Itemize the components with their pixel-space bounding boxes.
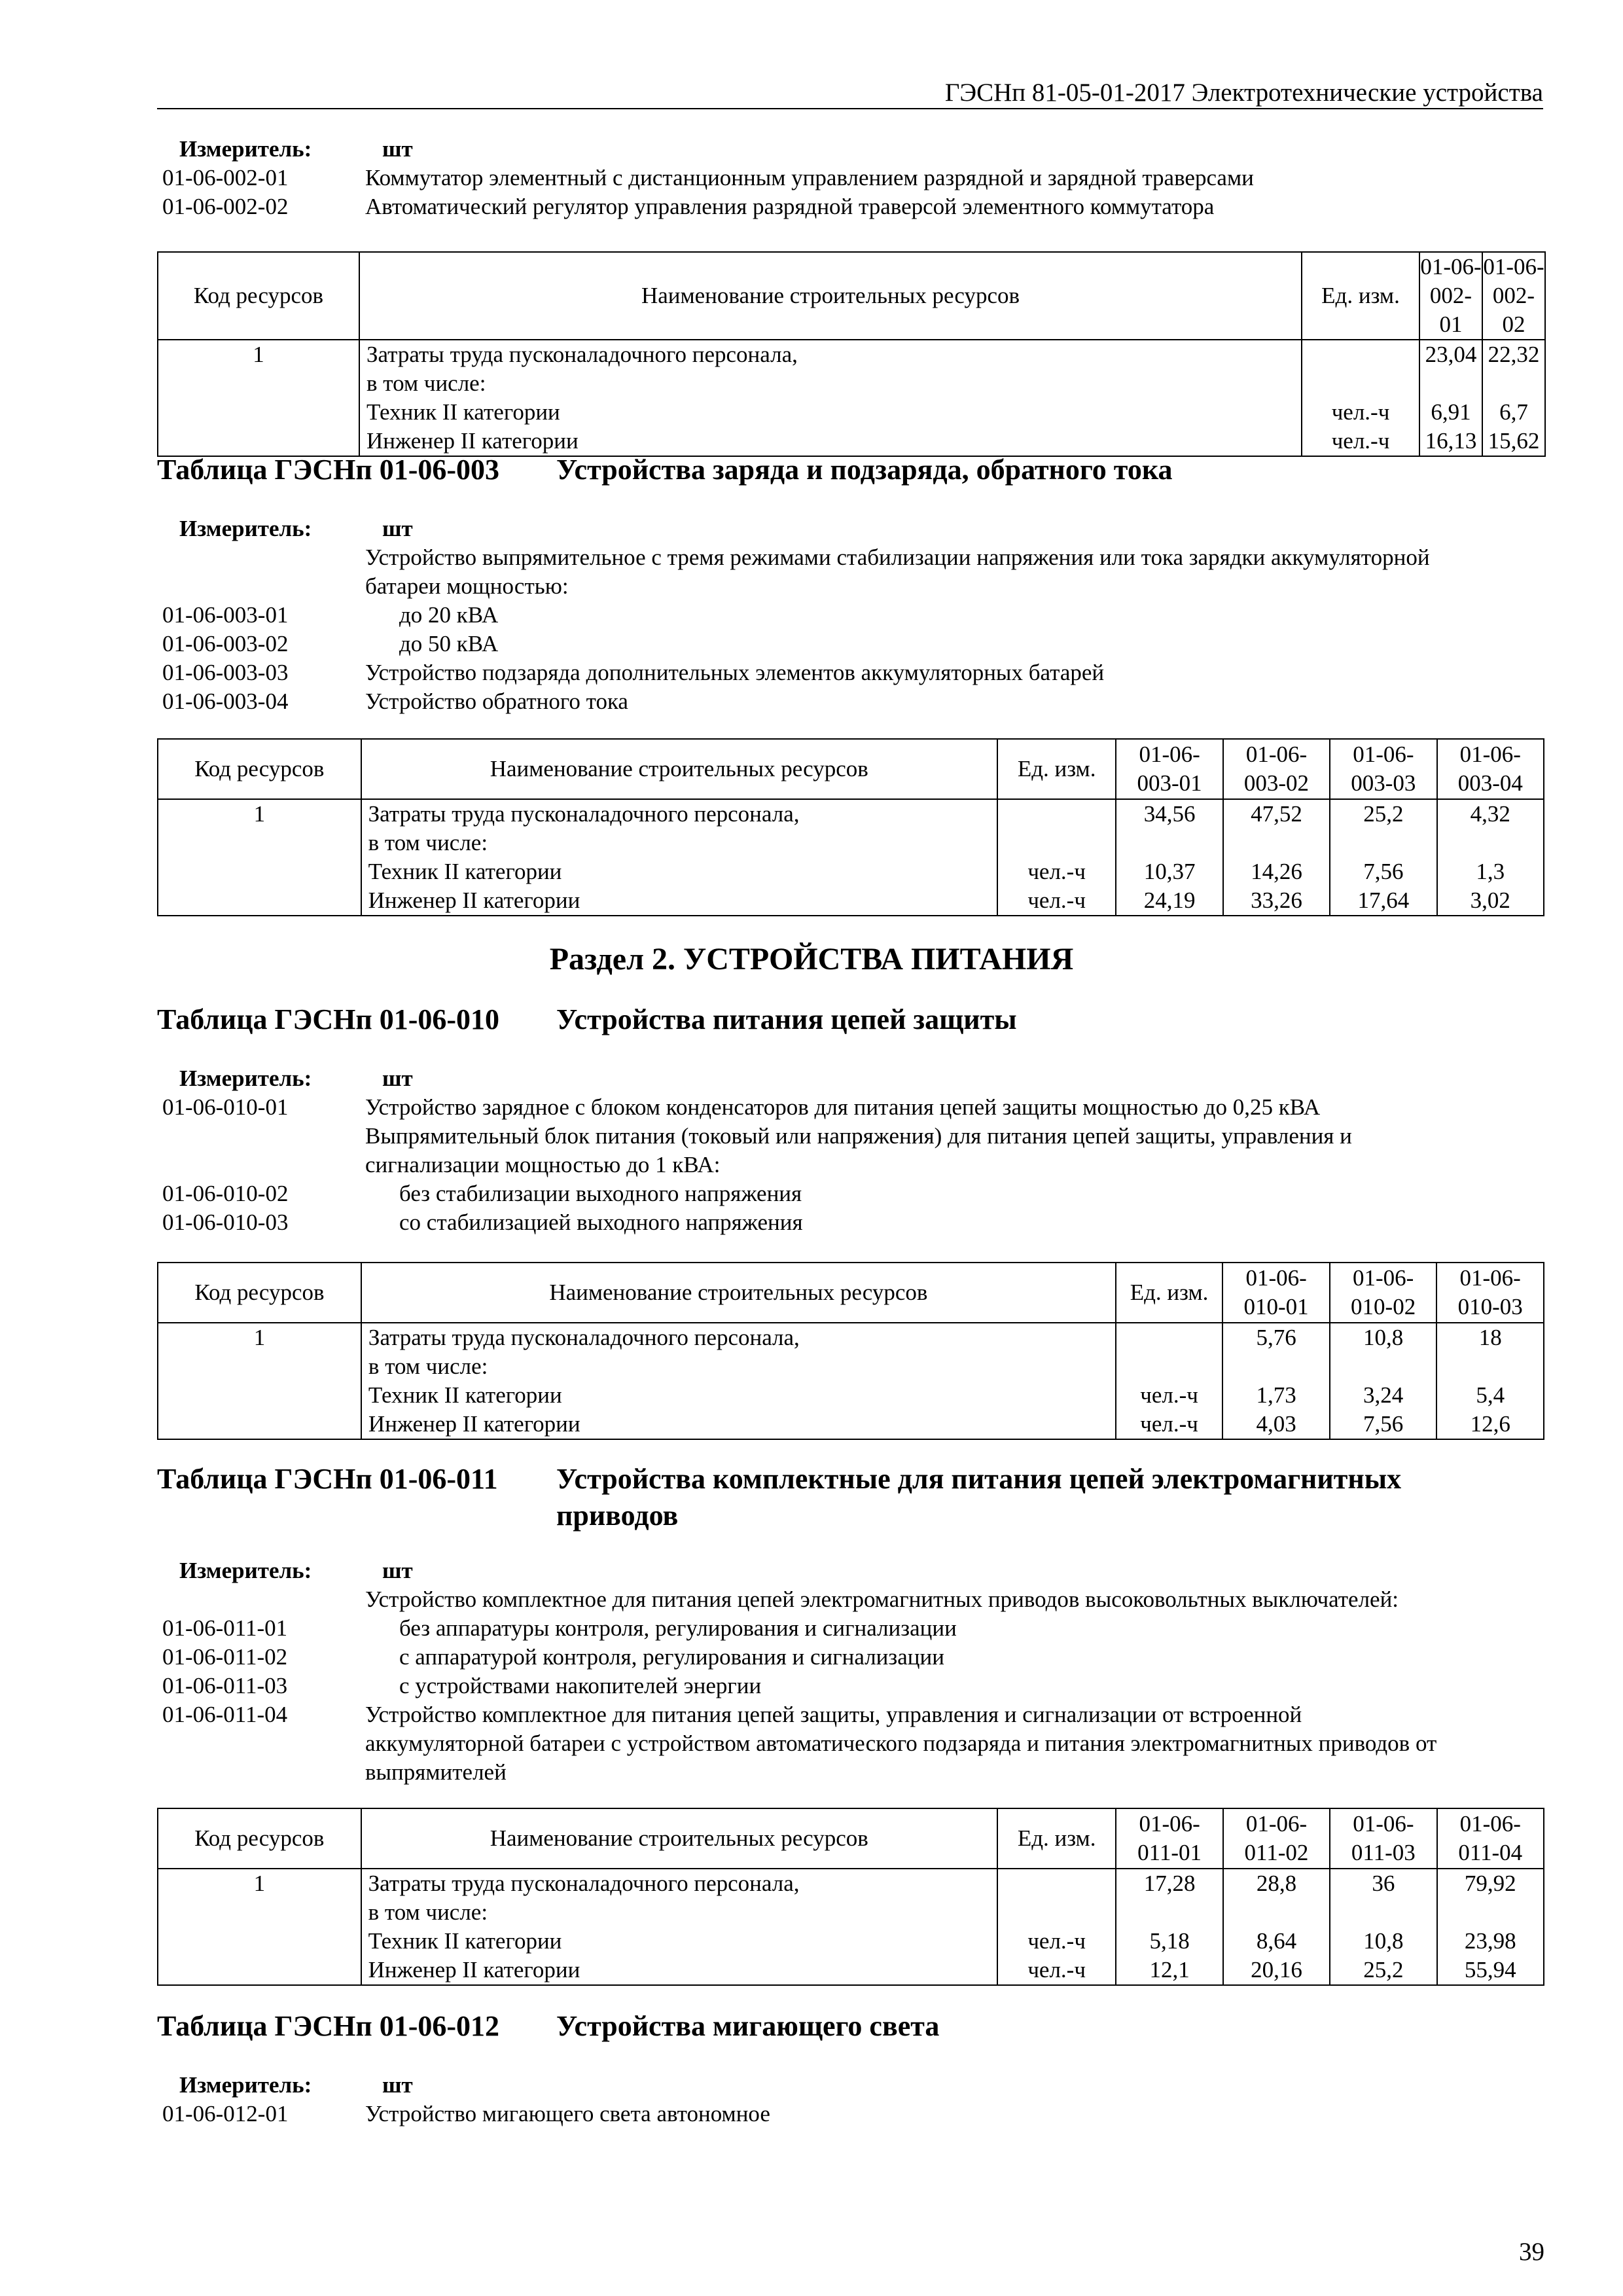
resource-code: 1 xyxy=(253,342,264,367)
table-name: Устройства питания цепей защиты xyxy=(556,1003,1017,1035)
measurer-item xyxy=(162,630,1576,658)
resource-code: 1 xyxy=(253,1871,266,1896)
item-description: аккумуляторной батареи с устройством автоматического подзаряда и питания электромагнитных приводов от xyxy=(365,1731,1437,1756)
item-code: 01-06-003-03 xyxy=(162,660,289,685)
col-header-norm-part: 01-06- xyxy=(1459,1811,1521,1837)
col-header-norm-part: 01-06- xyxy=(1353,742,1414,767)
resource-unit: чел.-ч xyxy=(1140,1382,1198,1408)
table-name: Устройства мигающего света xyxy=(556,2010,940,2042)
col-header-norm-part: 01-06- xyxy=(1353,1811,1414,1837)
col-header-norm-part: 003-01 xyxy=(1137,770,1202,796)
norm-value: 25,2 xyxy=(1363,801,1404,827)
resource-name: Техник II категории xyxy=(368,1928,562,1954)
norm-values-cell xyxy=(1116,1869,1222,1985)
measurer-item xyxy=(162,1585,1576,1614)
item-description: сигнализации мощностью до 1 кВА: xyxy=(365,1152,721,1177)
norm-value: 3,02 xyxy=(1470,888,1510,913)
col-header-norm-part: 010-01 xyxy=(1243,1294,1309,1319)
norm-value: 17,64 xyxy=(1357,888,1410,913)
section-title: Раздел 2. УСТРОЙСТВА ПИТАНИЯ xyxy=(549,942,1074,977)
resource-unit: чел.-ч xyxy=(1027,1957,1086,1982)
item-description: Устройство обратного тока xyxy=(365,689,628,714)
resource-name: Техник II категории xyxy=(368,859,562,884)
resource-name: Техник II категории xyxy=(366,399,560,425)
measurer-item xyxy=(162,1208,1576,1237)
resource-name: Инженер II категории xyxy=(368,888,580,913)
resource-code: 1 xyxy=(253,801,266,827)
norm-value: 33,26 xyxy=(1251,888,1302,913)
norm-value: 5,4 xyxy=(1476,1382,1505,1408)
norm-value: 79,92 xyxy=(1464,1871,1516,1896)
item-description: Устройство комплектное для питания цепей защиты, управления и сигнализации от встроенной xyxy=(365,1702,1302,1727)
col-header-norm-part: 01-06- xyxy=(1245,742,1308,767)
resource-unit: чел.-ч xyxy=(1027,1928,1086,1954)
measurer-block-010 xyxy=(162,1064,1576,1237)
norm-values-cell xyxy=(1419,340,1482,456)
col-header-norm-part: 01-06- xyxy=(1245,1265,1307,1291)
resource-code-cell xyxy=(158,340,359,456)
col-header-norm xyxy=(1222,1263,1330,1323)
header-row xyxy=(158,252,1545,340)
norm-value: 10,8 xyxy=(1363,1928,1404,1954)
item-code xyxy=(162,1122,365,1151)
col-header-norm-part: 003-03 xyxy=(1351,770,1416,796)
norm-value: 15,62 xyxy=(1488,428,1540,454)
resource-names-cell xyxy=(359,340,1302,456)
norm-values-cell xyxy=(1437,1869,1544,1985)
norm-value: 23,04 xyxy=(1425,342,1477,367)
resource-names-cell xyxy=(361,799,997,916)
item-code: 01-06-011-03 xyxy=(162,1673,288,1698)
measurer-block-003 xyxy=(162,514,1576,716)
col-header-norm-part: 01-06- xyxy=(1352,1265,1414,1291)
measurer-unit: шт xyxy=(382,1558,413,1583)
col-header-norm xyxy=(1436,1263,1544,1323)
running-header: ГЭСНп 81-05-01-2017 Электротехнические устройства xyxy=(944,79,1543,107)
col-header-norm xyxy=(1437,1808,1544,1869)
item-description: до 50 кВА xyxy=(399,631,499,656)
measurer-label: Измеритель: xyxy=(179,2072,312,2098)
norm-value: 17,28 xyxy=(1143,1871,1196,1896)
resource-name: Инженер II категории xyxy=(366,428,579,454)
resource-unit xyxy=(1302,369,1419,398)
resource-name: в том числе: xyxy=(368,1899,488,1925)
table-row xyxy=(158,340,1545,456)
measurer-item xyxy=(162,658,1576,687)
norm-value: 22,32 xyxy=(1488,342,1540,367)
resource-name: Затраты труда пусконаладочного персонала, xyxy=(366,342,798,367)
measurer-row xyxy=(162,514,1576,543)
col-header-code: Код ресурсов xyxy=(158,739,361,799)
resource-table-003 xyxy=(157,738,1544,916)
item-description: со стабилизацией выходного напряжения xyxy=(399,1210,803,1235)
table-number: Таблица ГЭСНп 01-06-011 xyxy=(157,1463,498,1495)
item-description: с аппаратурой контроля, регулирования и сигнализации xyxy=(399,1644,944,1670)
norm-value xyxy=(1224,1898,1329,1927)
resource-table-002 xyxy=(157,251,1546,457)
table-number: Таблица ГЭСНп 01-06-010 xyxy=(157,1003,500,1035)
resource-unit xyxy=(998,1869,1116,1898)
measurer-item xyxy=(162,1729,1576,1758)
norm-value xyxy=(1437,1352,1543,1381)
norm-values-cell xyxy=(1482,340,1545,456)
resource-name: Затраты труда пусконаладочного персонала, xyxy=(368,801,800,827)
col-header-unit: Ед. изм. xyxy=(997,739,1116,799)
resource-code-cell xyxy=(158,799,361,916)
resource-name: в том числе: xyxy=(366,370,486,396)
resource-units-cell xyxy=(1302,340,1419,456)
item-code: 01-06-011-04 xyxy=(162,1702,288,1727)
table-name-line-2: приводов xyxy=(556,1499,679,1532)
norm-values-cell xyxy=(1330,1323,1437,1439)
item-description: Автоматический регулятор управления разрядной траверсой элементного коммутатора xyxy=(365,194,1215,219)
col-header-norm-part: 010-03 xyxy=(1457,1294,1523,1319)
col-header-norm-part: 01-06- xyxy=(1139,1811,1200,1837)
measurer-item xyxy=(162,1758,1576,1787)
resource-code-cell xyxy=(158,1323,361,1439)
item-description: Устройство выпрямительное с тремя режимами стабилизации напряжения или тока зарядки аккумуляторной xyxy=(365,545,1430,570)
norm-value: 12,6 xyxy=(1470,1411,1510,1437)
item-description: Выпрямительный блок питания (токовый или напряжения) для питания цепей защиты, управления и xyxy=(365,1123,1352,1149)
page-number: 39 xyxy=(1519,2238,1544,2266)
item-code xyxy=(162,1758,365,1787)
measurer-label: Измеритель: xyxy=(179,1066,312,1091)
col-header-unit: Ед. изм. xyxy=(997,1808,1116,1869)
resource-names-cell xyxy=(361,1323,1116,1439)
measurer-unit: шт xyxy=(382,136,413,162)
item-code: 01-06-003-01 xyxy=(162,602,289,628)
norm-value: 5,18 xyxy=(1149,1928,1190,1954)
col-header-norm xyxy=(1223,1808,1330,1869)
table-title-003 xyxy=(157,452,1544,488)
resource-unit: чел.-ч xyxy=(1027,888,1086,913)
resource-unit xyxy=(998,1898,1116,1927)
norm-value: 34,56 xyxy=(1143,801,1196,827)
measurer-item xyxy=(162,572,1576,601)
col-header-norm xyxy=(1116,1808,1222,1869)
measurer-block-002 xyxy=(162,135,1576,221)
norm-values-cell xyxy=(1222,1323,1330,1439)
norm-value: 10,37 xyxy=(1143,859,1196,884)
norm-value xyxy=(1224,829,1329,857)
item-description: Устройство комплектное для питания цепей электромагнитных приводов высоковольтных выключателей: xyxy=(365,1587,1399,1612)
measurer-block-012 xyxy=(162,2071,1576,2128)
resource-name: Техник II категории xyxy=(368,1382,562,1408)
norm-value: 25,2 xyxy=(1363,1957,1404,1982)
col-header-norm-part: 002-01 xyxy=(1429,283,1472,337)
table-name-line-1: Устройства комплектные для питания цепей электромагнитных xyxy=(556,1463,1402,1495)
table-title-011 xyxy=(157,1461,1544,1534)
norm-value: 6,91 xyxy=(1431,399,1471,425)
resource-name: в том числе: xyxy=(368,1354,488,1379)
col-header-norm-part: 003-02 xyxy=(1243,770,1310,796)
norm-value: 55,94 xyxy=(1464,1957,1516,1982)
measurer-item xyxy=(162,1700,1576,1729)
measurer-item xyxy=(162,1151,1576,1179)
item-description: Устройство подзаряда дополнительных элементов аккумуляторных батарей xyxy=(365,660,1105,685)
norm-value: 5,76 xyxy=(1256,1325,1296,1350)
item-code: 01-06-002-01 xyxy=(162,165,289,190)
col-header-norm-part: 01-06- xyxy=(1459,1265,1521,1291)
item-code: 01-06-010-03 xyxy=(162,1210,289,1235)
norm-value: 7,56 xyxy=(1363,1411,1404,1437)
col-header-norm-part: 011-03 xyxy=(1351,1840,1416,1865)
col-header-norm-part: 003-04 xyxy=(1457,770,1523,796)
norm-value xyxy=(1330,829,1436,857)
item-description: Устройство мигающего света автономное xyxy=(365,2101,770,2126)
col-header-norm xyxy=(1330,739,1436,799)
norm-values-cell xyxy=(1330,1869,1436,1985)
norm-values-cell xyxy=(1116,799,1222,916)
col-header-norm xyxy=(1330,1263,1437,1323)
col-header-norm-part: 01-06- xyxy=(1245,1811,1308,1837)
norm-value xyxy=(1420,369,1482,398)
measurer-row xyxy=(162,1064,1576,1093)
resource-units-cell xyxy=(1116,1323,1223,1439)
table-row xyxy=(158,1869,1544,1985)
col-header-norm xyxy=(1482,252,1545,340)
measurer-item xyxy=(162,601,1576,630)
col-header-norm xyxy=(1437,739,1544,799)
norm-value xyxy=(1330,1352,1436,1381)
item-description: выпрямителей xyxy=(365,1759,507,1785)
norm-value: 12,1 xyxy=(1149,1957,1190,1982)
measurer-row xyxy=(162,135,1576,164)
norm-value: 24,19 xyxy=(1143,888,1196,913)
col-header-unit: Ед. изм. xyxy=(1116,1263,1223,1323)
norm-value: 7,56 xyxy=(1363,859,1404,884)
resource-names-cell xyxy=(361,1869,997,1985)
measurer-item xyxy=(162,1672,1576,1700)
norm-value: 4,03 xyxy=(1256,1411,1296,1437)
norm-values-cell xyxy=(1436,1323,1544,1439)
header-row xyxy=(158,1263,1544,1323)
resource-table-011 xyxy=(157,1808,1544,1986)
resource-name: Затраты труда пусконаладочного персонала, xyxy=(368,1871,800,1896)
col-header-code: Код ресурсов xyxy=(158,252,359,340)
measurer-unit: шт xyxy=(382,516,413,541)
item-description: до 20 кВА xyxy=(399,602,499,628)
measurer-item xyxy=(162,1179,1576,1208)
item-description: Устройство зарядное с блоком конденсаторов для питания цепей защиты мощностью до 0,25 кВА xyxy=(365,1094,1321,1120)
item-code: 01-06-002-02 xyxy=(162,194,289,219)
measurer-item xyxy=(162,164,1576,192)
resource-name: Затраты труда пусконаладочного персонала, xyxy=(368,1325,800,1350)
item-code: 01-06-011-02 xyxy=(162,1644,288,1670)
item-description: без стабилизации выходного напряжения xyxy=(399,1181,802,1206)
measurer-block-011 xyxy=(162,1556,1576,1787)
table-number: Таблица ГЭСНп 01-06-012 xyxy=(157,2010,500,2042)
col-header-name: Наименование строительных ресурсов xyxy=(361,739,997,799)
col-header-unit: Ед. изм. xyxy=(1302,252,1419,340)
resource-table-010 xyxy=(157,1262,1544,1440)
col-header-norm-part: 002-02 xyxy=(1492,283,1535,337)
norm-values-cell xyxy=(1223,1869,1330,1985)
measurer-row xyxy=(162,1556,1576,1585)
table-title-010 xyxy=(157,1001,1544,1038)
norm-value: 14,26 xyxy=(1251,859,1302,884)
norm-values-cell xyxy=(1437,799,1544,916)
resource-units-cell xyxy=(997,799,1116,916)
norm-value: 28,8 xyxy=(1256,1871,1297,1896)
norm-value: 36 xyxy=(1372,1871,1395,1896)
measurer-item xyxy=(162,1093,1576,1122)
col-header-norm-part: 011-04 xyxy=(1458,1840,1523,1865)
col-header-code: Код ресурсов xyxy=(158,1808,361,1869)
norm-value xyxy=(1116,1898,1222,1927)
col-header-norm-part: 011-01 xyxy=(1137,1840,1202,1865)
item-code: 01-06-003-02 xyxy=(162,631,289,656)
measurer-item xyxy=(162,1614,1576,1643)
measurer-label: Измеритель: xyxy=(179,516,312,541)
norm-value: 1,73 xyxy=(1256,1382,1296,1408)
table-name: Устройства заряда и подзаряда, обратного тока xyxy=(556,454,1173,486)
table-name xyxy=(556,1461,1544,1534)
norm-value: 47,52 xyxy=(1251,801,1302,827)
resource-units-cell xyxy=(997,1869,1116,1985)
resource-unit: чел.-ч xyxy=(1027,859,1086,884)
col-header-norm-part: 011-02 xyxy=(1244,1840,1309,1865)
measurer-label: Измеритель: xyxy=(179,1558,312,1583)
item-code xyxy=(162,1729,365,1758)
resource-name: в том числе: xyxy=(368,830,488,855)
measurer-item xyxy=(162,1122,1576,1151)
resource-unit xyxy=(998,829,1116,857)
item-description: Коммутатор элементный с дистанционным управлением разрядной и зарядной траверсами xyxy=(365,165,1254,190)
norm-value xyxy=(1438,1898,1543,1927)
header-rule xyxy=(157,108,1543,109)
measurer-unit: шт xyxy=(382,1066,413,1091)
norm-value xyxy=(1223,1352,1329,1381)
table-title-012 xyxy=(157,2008,1544,2045)
col-header-name: Наименование строительных ресурсов xyxy=(361,1263,1116,1323)
col-header-norm-part: 01-06- xyxy=(1139,742,1200,767)
resource-unit xyxy=(1302,340,1419,369)
header-row xyxy=(158,1808,1544,1869)
measurer-row xyxy=(162,2071,1576,2100)
col-header-norm-part: 010-02 xyxy=(1351,1294,1416,1319)
measurer-item xyxy=(162,192,1576,221)
table-row xyxy=(158,1323,1544,1439)
resource-name: Инженер II категории xyxy=(368,1957,580,1982)
norm-value: 10,8 xyxy=(1363,1325,1404,1350)
col-header-norm xyxy=(1330,1808,1436,1869)
norm-value: 16,13 xyxy=(1425,428,1477,454)
table-number: Таблица ГЭСНп 01-06-003 xyxy=(157,454,500,486)
resource-code: 1 xyxy=(253,1325,266,1350)
measurer-unit: шт xyxy=(382,2072,413,2098)
resource-unit: чел.-ч xyxy=(1331,399,1390,425)
resource-unit xyxy=(1116,1352,1222,1381)
col-header-norm xyxy=(1223,739,1330,799)
col-header-norm xyxy=(1116,739,1222,799)
measurer-item xyxy=(162,1643,1576,1672)
measurer-label: Измеритель: xyxy=(179,136,312,162)
resource-unit: чел.-ч xyxy=(1331,428,1390,454)
norm-values-cell xyxy=(1330,799,1436,916)
resource-name: Инженер II категории xyxy=(368,1411,580,1437)
col-header-name: Наименование строительных ресурсов xyxy=(361,1808,997,1869)
item-code xyxy=(162,1585,365,1614)
col-header-norm-part: 01-06- xyxy=(1483,254,1544,279)
item-code: 01-06-011-01 xyxy=(162,1615,288,1641)
col-header-code: Код ресурсов xyxy=(158,1263,361,1323)
measurer-item xyxy=(162,543,1576,572)
col-header-norm xyxy=(1419,252,1482,340)
norm-value: 23,98 xyxy=(1464,1928,1516,1954)
measurer-item xyxy=(162,687,1576,716)
item-code xyxy=(162,543,365,572)
norm-value: 1,3 xyxy=(1476,859,1505,884)
norm-value xyxy=(1438,829,1543,857)
norm-value: 18 xyxy=(1478,1325,1502,1350)
norm-value xyxy=(1330,1898,1436,1927)
item-description: без аппаратуры контроля, регулирования и сигнализации xyxy=(399,1615,957,1641)
item-code: 01-06-003-04 xyxy=(162,689,289,714)
item-code: 01-06-012-01 xyxy=(162,2101,289,2126)
norm-value: 6,7 xyxy=(1499,399,1528,425)
item-description: с устройствами накопителей энергии xyxy=(399,1673,762,1698)
header-row xyxy=(158,739,1544,799)
norm-value: 3,24 xyxy=(1363,1382,1404,1408)
resource-code-cell xyxy=(158,1869,361,1985)
norm-value: 8,64 xyxy=(1256,1928,1297,1954)
col-header-norm-part: 01-06- xyxy=(1459,742,1521,767)
resource-unit: чел.-ч xyxy=(1140,1411,1198,1437)
item-code xyxy=(162,1151,365,1179)
item-description: батареи мощностью: xyxy=(365,573,569,599)
norm-value: 20,16 xyxy=(1251,1957,1302,1982)
item-code: 01-06-010-01 xyxy=(162,1094,289,1120)
norm-value xyxy=(1483,369,1544,398)
measurer-item xyxy=(162,2100,1576,2128)
norm-values-cell xyxy=(1223,799,1330,916)
resource-unit xyxy=(998,800,1116,829)
resource-unit xyxy=(1116,1323,1222,1352)
norm-value: 4,32 xyxy=(1470,801,1510,827)
col-header-name: Наименование строительных ресурсов xyxy=(359,252,1302,340)
item-code: 01-06-010-02 xyxy=(162,1181,289,1206)
item-code xyxy=(162,572,365,601)
norm-value xyxy=(1116,829,1222,857)
table-row xyxy=(158,799,1544,916)
col-header-norm-part: 01-06- xyxy=(1420,254,1482,279)
